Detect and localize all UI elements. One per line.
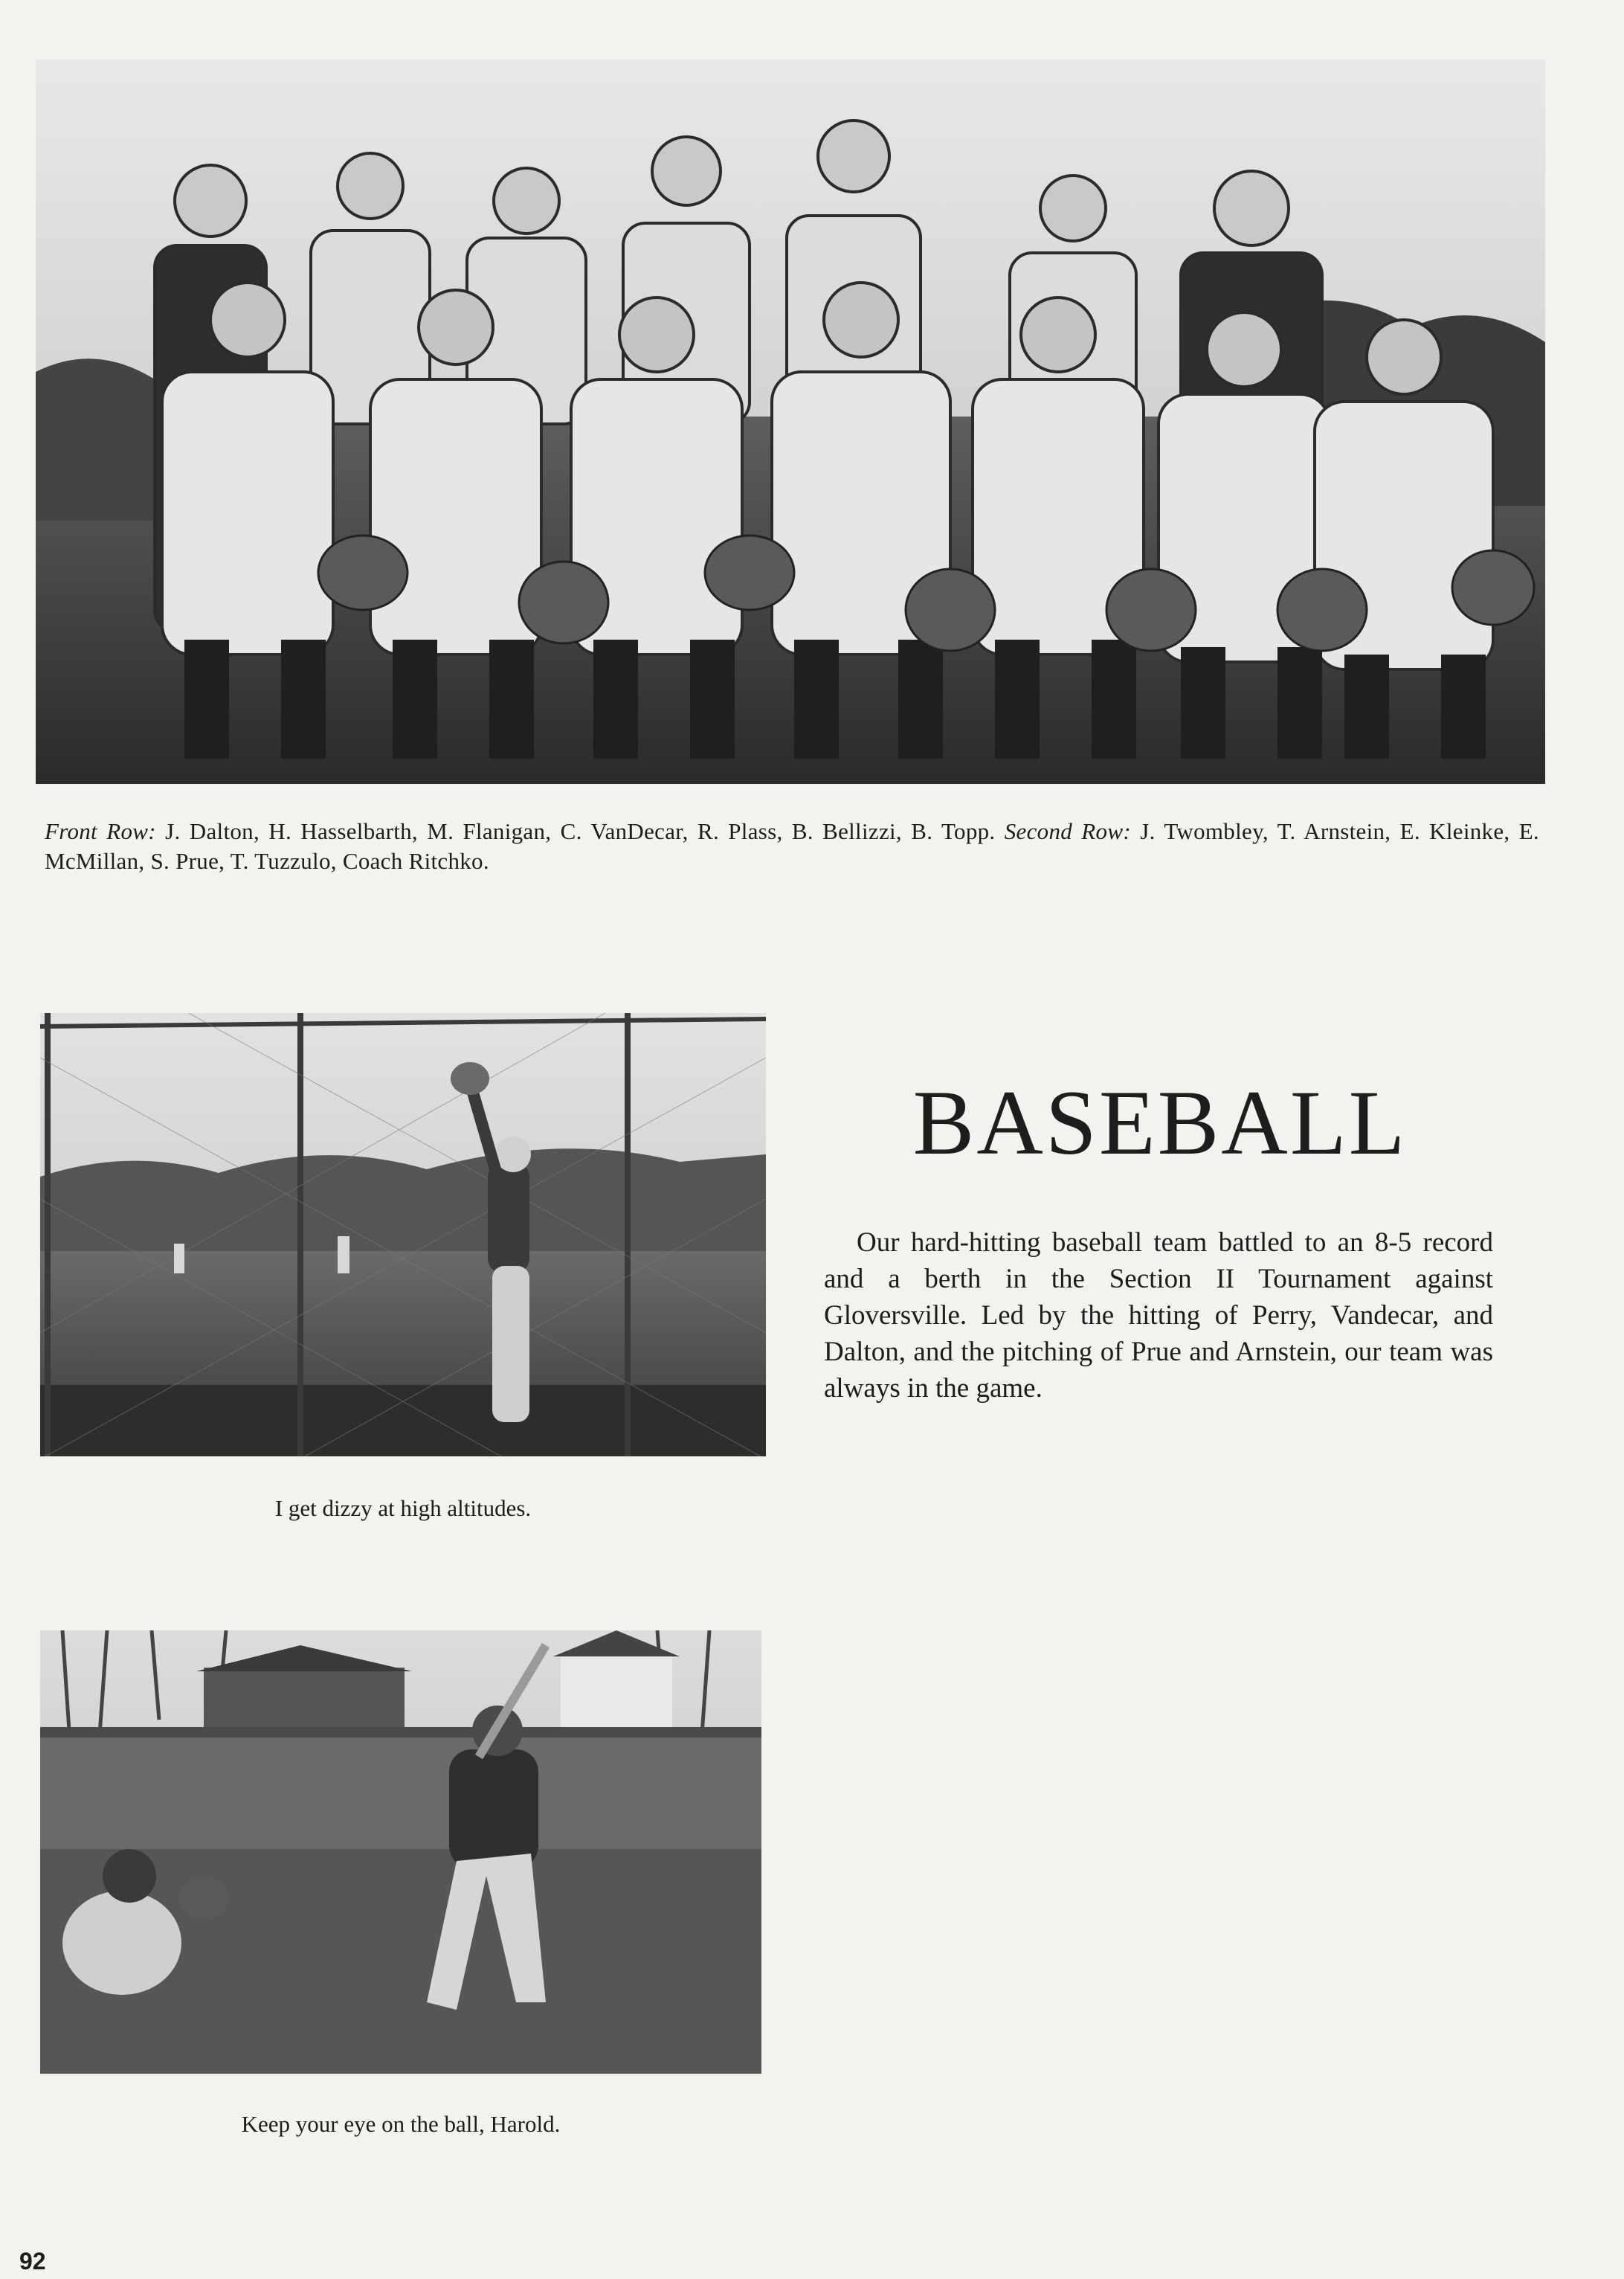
team-photo-caption xyxy=(45,817,1539,876)
team-photo xyxy=(36,60,1545,784)
page-title: BASEBALL xyxy=(912,1072,1408,1174)
page-number: 92 xyxy=(19,2248,46,2275)
front-row-names: J. Dalton, H. Hasselbarth, M. Flanigan, C. VanDecar, R. Plass, B. Bellizzi, B. Topp. xyxy=(155,818,1005,844)
front-row-label: Front Row: xyxy=(45,818,156,844)
second-row-label: Second Row: xyxy=(1004,818,1131,844)
batter-photo-caption: Keep your eye on the ball, Harold. xyxy=(241,2111,561,2137)
second-row-names: J. Twombley, T. Arnstein, E. Kleinke, E. McMillan, S. Prue, T. Tuzzulo, Coach Ritchko. xyxy=(45,818,1539,874)
fielder-photo-caption: I get dizzy at high altitudes. xyxy=(274,1495,532,1521)
story-text: Our hard-hitting baseball team battled to an 8-5 record and a berth in the Section II Tournament against Gloversville. Led by the hitting of Perry, Vandecar, and Dalton, and the pitching of Prue and Arnstein, our team was always in the game. xyxy=(824,1227,1493,1404)
batter-photo xyxy=(40,1630,761,2074)
fielder-photo xyxy=(40,1013,766,1456)
